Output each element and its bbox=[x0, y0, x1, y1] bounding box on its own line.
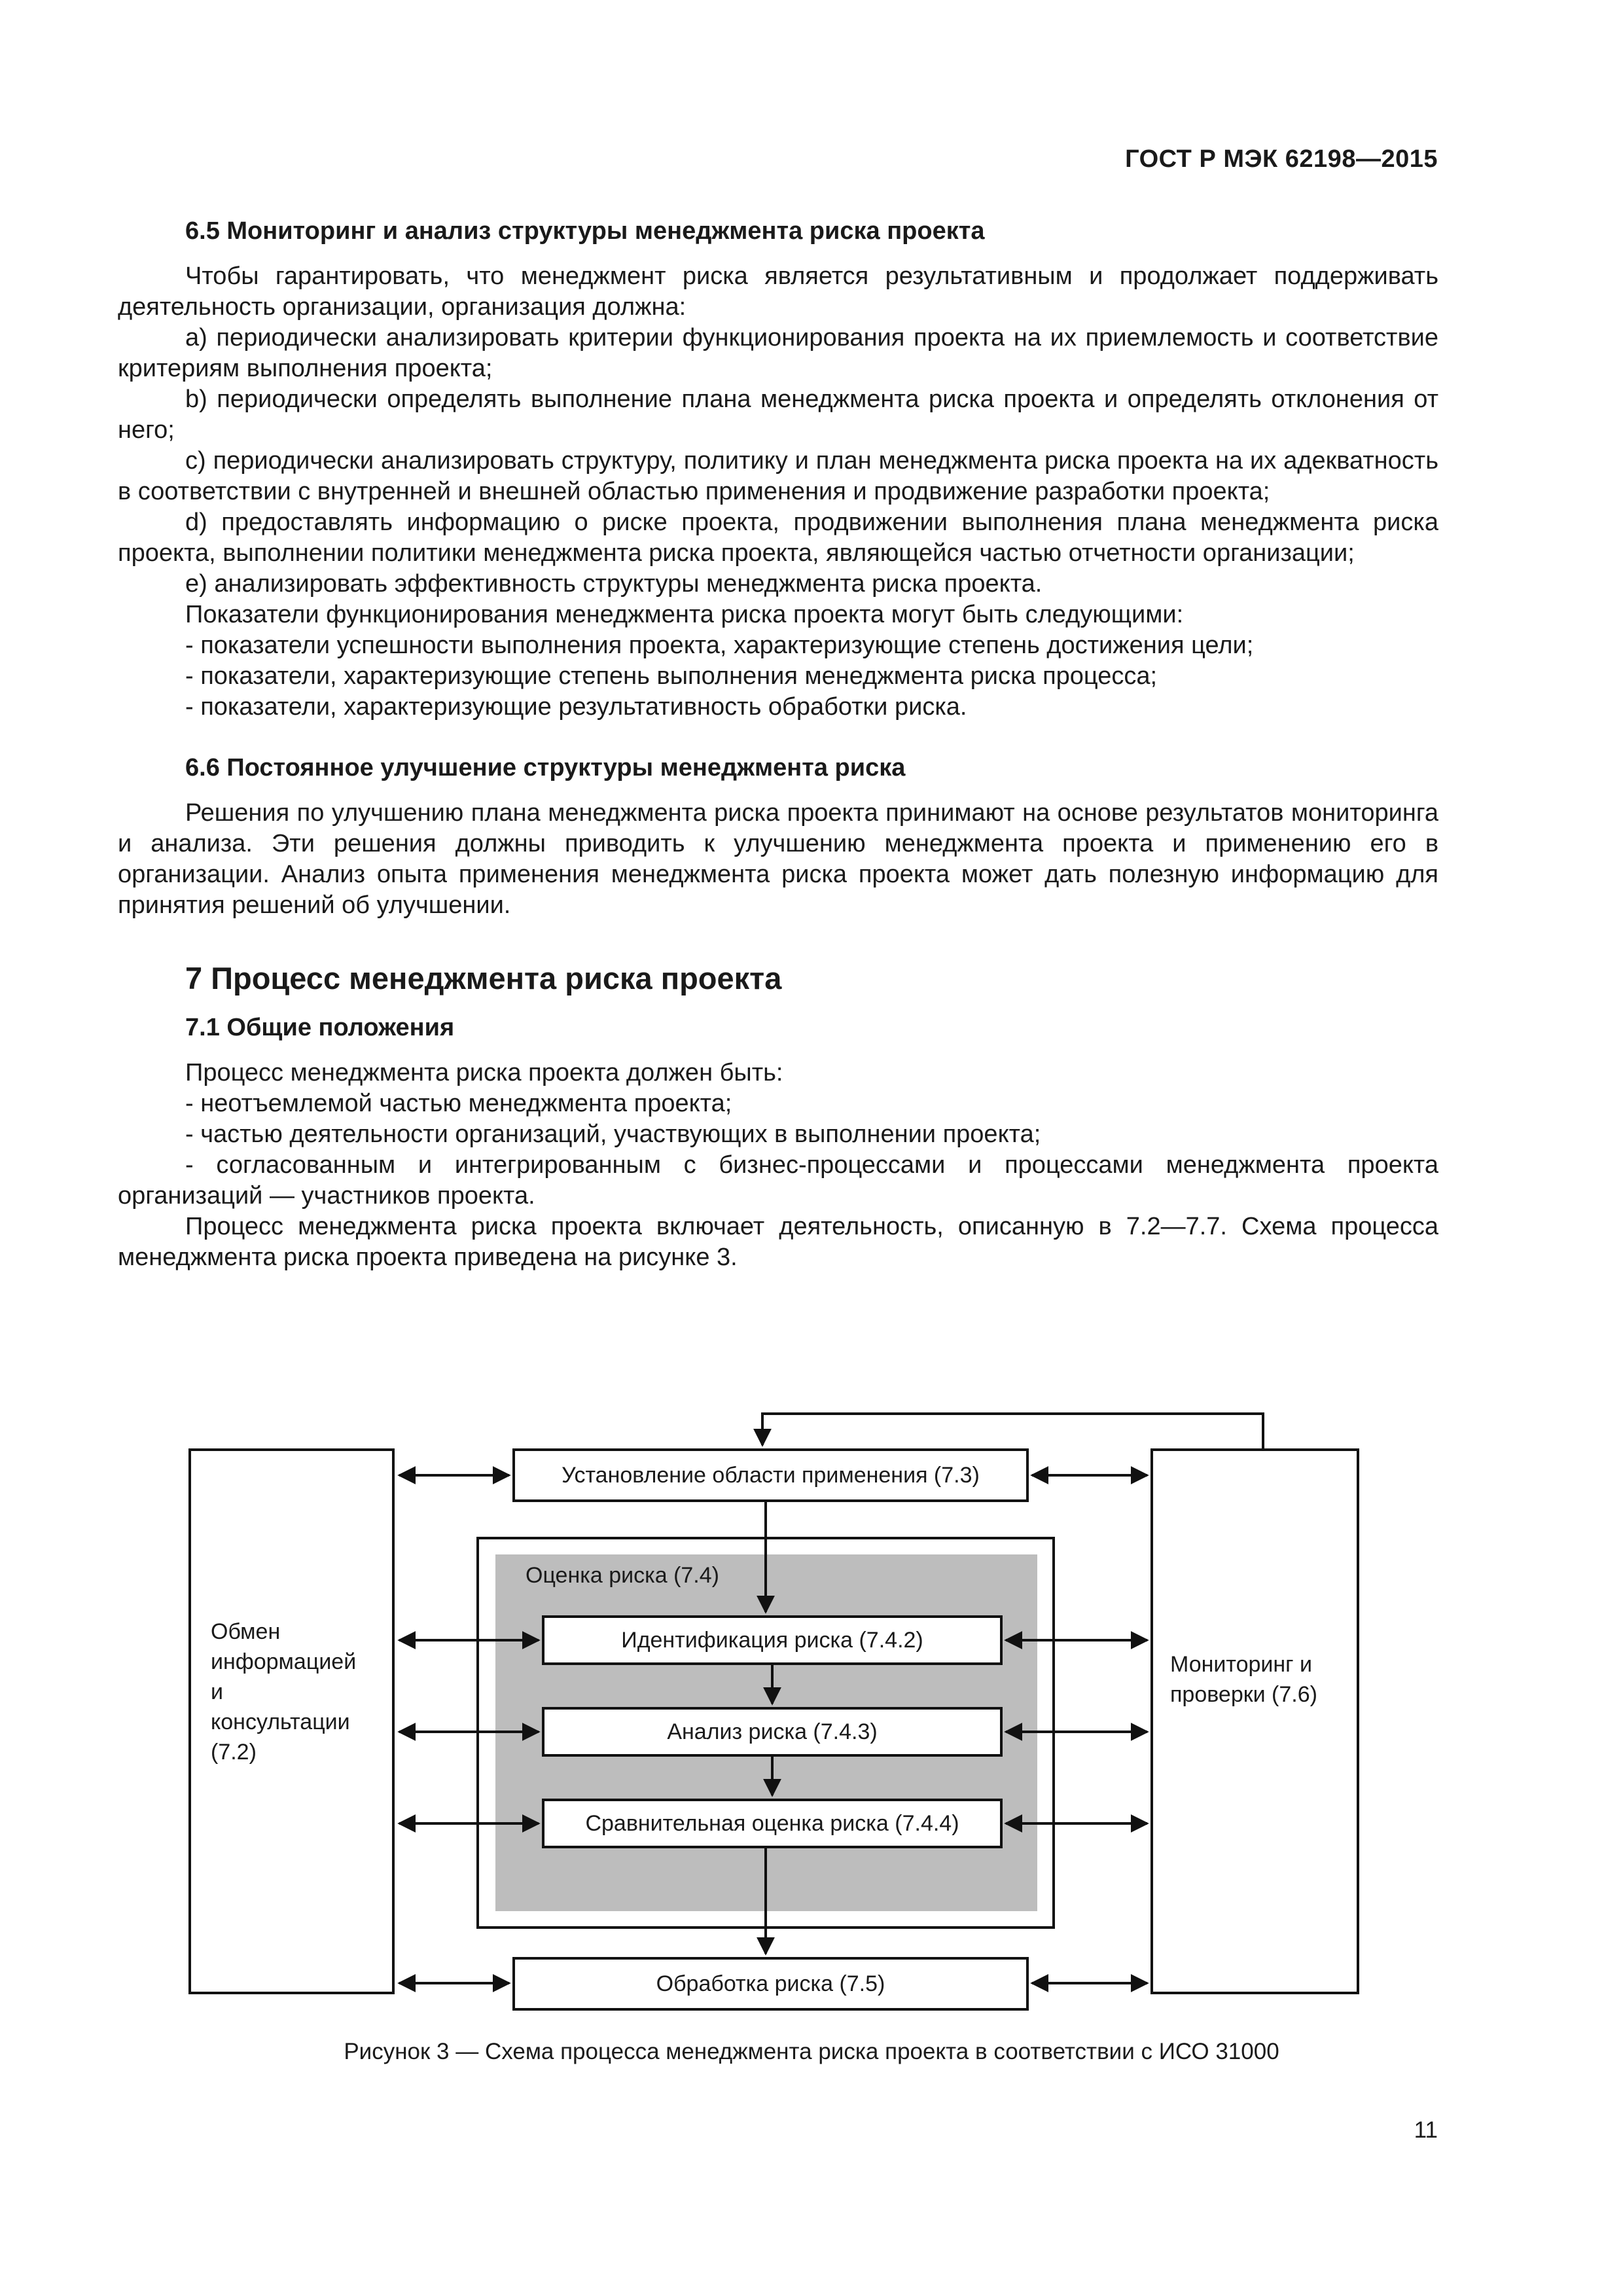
communication-label: Обмен информацией и консультации (7.2) bbox=[211, 1619, 357, 1765]
page-body bbox=[118, 216, 1438, 1273]
list-item: - показатели, характеризующие результативность обработки риска. bbox=[185, 693, 967, 721]
section-6-5-heading: 6.5 Мониторинг и анализ структуры менеджмента риска проекта bbox=[185, 217, 985, 245]
monitoring-label: Мониторинг и проверки (7.6) bbox=[1170, 1652, 1317, 1707]
list-item: - показатели успешности выполнения проекта, характеризующие степень достижения цели; bbox=[185, 632, 1254, 659]
treatment-label: Обработка риска (7.5) bbox=[656, 1971, 885, 1996]
section-7-1-heading: 7.1 Общие положения bbox=[185, 1014, 455, 1041]
section-7-1-intro: Процесс менеджмента риска проекта должен быть: bbox=[185, 1059, 783, 1086]
evaluation-label: Сравнительная оценка риска (7.4.4) bbox=[585, 1811, 959, 1836]
section-6-6-text: Решения по улучшению плана менеджмента риска проекта принимают на основе результатов мониторинга и анализа. Эти решения должны приводить к улучшению менеджмента проекта и применению его в организации. Анализ опыта применения менеджмента риска проекта может дать полезную информацию для принятия решений об улучшении. bbox=[118, 799, 1438, 919]
analysis-label: Анализ риска (7.4.3) bbox=[667, 1719, 878, 1744]
indicators-intro: Показатели функционирования менеджмента риска проекта могут быть следующими: bbox=[185, 601, 1184, 628]
section-6-6-heading: 6.6 Постоянное улучшение структуры менеджмента риска bbox=[185, 754, 906, 781]
list-item: - согласованным и интегрированным с бизнес-процессами и процессами менеджмента проекта организаций — участников проекта. bbox=[118, 1151, 1438, 1210]
diagram-lines bbox=[177, 1394, 1368, 2147]
list-item: d) предоставлять информацию о риске проекта, продвижении выполнения плана менеджмента риска проекта, выполнении политики менеджмента риска проекта, являющейся частью отчетности организации; bbox=[118, 509, 1438, 567]
list-item: b) периодически определять выполнение плана менеджмента риска проекта и определять отклонения от него; bbox=[118, 386, 1438, 444]
list-item: e) анализировать эффективность структуры менеджмента риска проекта. bbox=[185, 570, 1043, 598]
list-item: - показатели, характеризующие степень выполнения менеджмента риска процесса; bbox=[185, 662, 1158, 690]
page-number: 11 bbox=[1414, 2117, 1438, 2143]
document-id-header: ГОСТ Р МЭК 62198—2015 bbox=[1125, 145, 1438, 173]
list-item: a) периодически анализировать критерии функционирования проекта на их приемлемость и соответствие критериям выполнения проекта; bbox=[118, 324, 1438, 382]
list-item: - частью деятельности организаций, участвующих в выполнении проекта; bbox=[185, 1121, 1041, 1148]
section-7-heading: 7 Процесс менеджмента риска проекта bbox=[185, 961, 782, 996]
figure-caption: Рисунок 3 — Схема процесса менеджмента риска проекта в соответствии с ИСО 31000 bbox=[344, 2039, 1279, 2064]
monitoring-box bbox=[1152, 1450, 1358, 1993]
risk-process-diagram bbox=[177, 1394, 1368, 2147]
identification-label: Идентификация риска (7.4.2) bbox=[621, 1628, 923, 1653]
section-6-5-intro: Чтобы гарантировать, что менеджмент риска является результативным и продолжает поддерживать деятельность организации, организация должна: bbox=[118, 262, 1438, 321]
list-item: - неотъемлемой частью менеджмента проекта; bbox=[185, 1090, 732, 1117]
assessment-label: Оценка риска (7.4) bbox=[526, 1563, 719, 1588]
list-item: c) периодически анализировать структуру, политику и план менеджмента риска проекта на их адекватность в соответствии с внутренней и внешней областью применения и продвижение разработки проекта; bbox=[118, 447, 1438, 505]
feedback-arrow bbox=[762, 1414, 1263, 1450]
section-7-1-closing: Процесс менеджмента риска проекта включает деятельность, описанную в 7.2—7.7. Схема процесса менеджмента риска проекта приведена на рисунке 3. bbox=[118, 1213, 1438, 1271]
context-label: Установление области применения (7.3) bbox=[562, 1463, 980, 1488]
